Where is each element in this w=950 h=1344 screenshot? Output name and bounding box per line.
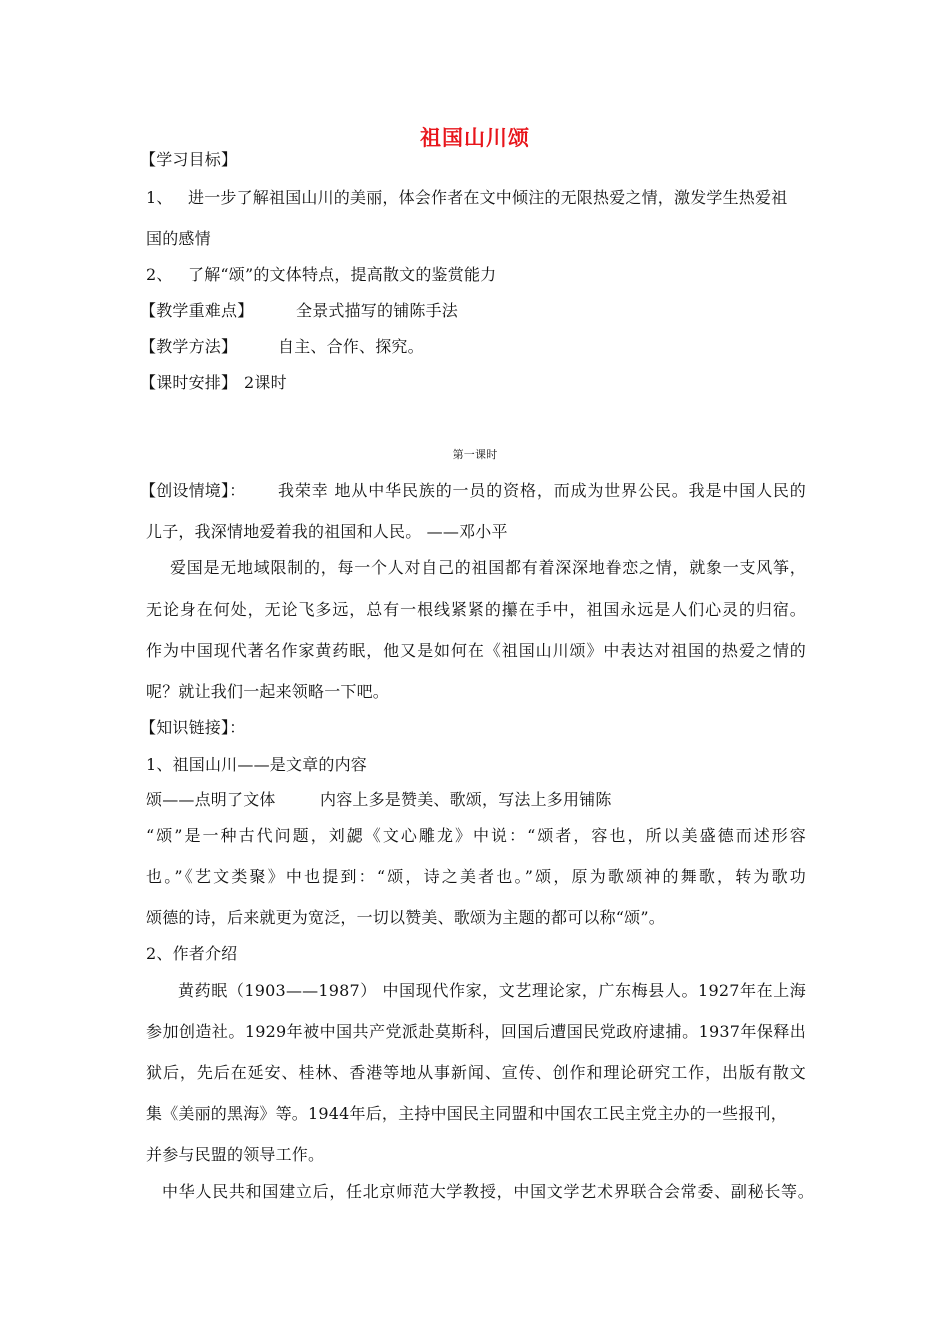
schedule-text: 2课时	[244, 373, 287, 392]
author-line-5: 并参与民盟的领导工作。	[146, 1145, 325, 1164]
intro-line-3: 作为中国现代著名作家黄药眠，他又是如何在《祖国山川颂》中表达对祖国的热爱之情的	[146, 641, 806, 660]
intro-line-1: 爱国是无地域限制的，每一个人对自己的祖国都有着深深地眷恋之情，就象一支风筝，	[170, 558, 806, 577]
scenario-quote-line-2: 儿子，我深情地爱着我的祖国和人民。 ——邓小平	[146, 522, 508, 541]
final-line: 中华人民共和国建立后，任北京师范大学教授，中国文学艺术界联合会常委、副秘长等。	[162, 1182, 814, 1201]
goal-2-number: 2、	[146, 265, 173, 284]
scenario-label: 【创设情境】：	[140, 481, 246, 500]
goal-1-number: 1、	[146, 188, 173, 207]
key-points-label: 【教学重难点】	[140, 301, 254, 320]
knowledge-heading: 【知识链接】：	[140, 718, 246, 737]
lesson-heading: 第一课时	[452, 448, 498, 461]
goal-1-line-1: 进一步了解祖国山川的美丽，体会作者在文中倾注的无限热爱之情，激发学生热爱祖	[188, 188, 788, 207]
page-title: 祖国山川颂	[420, 125, 530, 150]
intro-line-4: 呢？就让我们一起来领略一下吧。	[146, 682, 390, 701]
knowledge-item-1-content: 内容上多是赞美、歌颂，写法上多用铺陈	[320, 790, 612, 809]
author-heading: 2、作者介绍	[146, 944, 238, 963]
goal-2-text: 了解“颂”的文体特点，提高散文的鉴赏能力	[188, 265, 497, 284]
methods-text: 自主、合作、探究。	[278, 337, 424, 356]
goals-heading: 【学习目标】	[140, 150, 238, 169]
key-points-text: 全景式描写的铺陈手法	[296, 301, 459, 320]
schedule-label: 【课时安排】	[140, 373, 238, 392]
song-line-2: 也。”《艺文类聚》中也提到：“颂，诗之美者也。”颂，原为歌颂神的舞歌，转为歌功	[146, 867, 806, 886]
methods-label: 【教学方法】	[140, 337, 238, 356]
song-line-1: “颂”是一种古代问题，刘勰《文心雕龙》中说：“颂者，容也，所以美盛德而述形容	[146, 826, 806, 845]
scenario-quote-line-1: 我荣幸 地从中华民族的一员的资格，而成为世界公民。我是中国人民的	[278, 481, 806, 500]
author-line-4: 集《美丽的黑海》等。1944年后，主持中国民主同盟和中国农工民主党主办的一些报刊，	[146, 1104, 787, 1123]
intro-line-2: 无论身在何处，无论飞多远，总有一根线紧紧的攥在手中，祖国永远是人们心灵的归宿。	[146, 600, 806, 619]
knowledge-item-1-genre: 颂——点明了文体	[146, 790, 276, 809]
goal-1-line-2: 国的感情	[146, 229, 211, 248]
author-line-3: 狱后，先后在延安、桂林、香港等地从事新闻、宣传、创作和理论研究工作，出版有散文	[146, 1063, 806, 1082]
knowledge-item-1: 1、祖国山川——是文章的内容	[146, 755, 367, 774]
song-line-3: 颂德的诗，后来就更为宽泛，一切以赞美、歌颂为主题的都可以称“颂”。	[146, 908, 665, 927]
author-line-2: 参加创造社。1929年被中国共产党派赴莫斯科，回国后遭国民党政府逮捕。1937年保释出	[146, 1022, 806, 1041]
author-line-1: 黄药眠（1903——1987） 中国现代作家，文艺理论家，广东梅县人。1927年在上海	[178, 981, 806, 1000]
